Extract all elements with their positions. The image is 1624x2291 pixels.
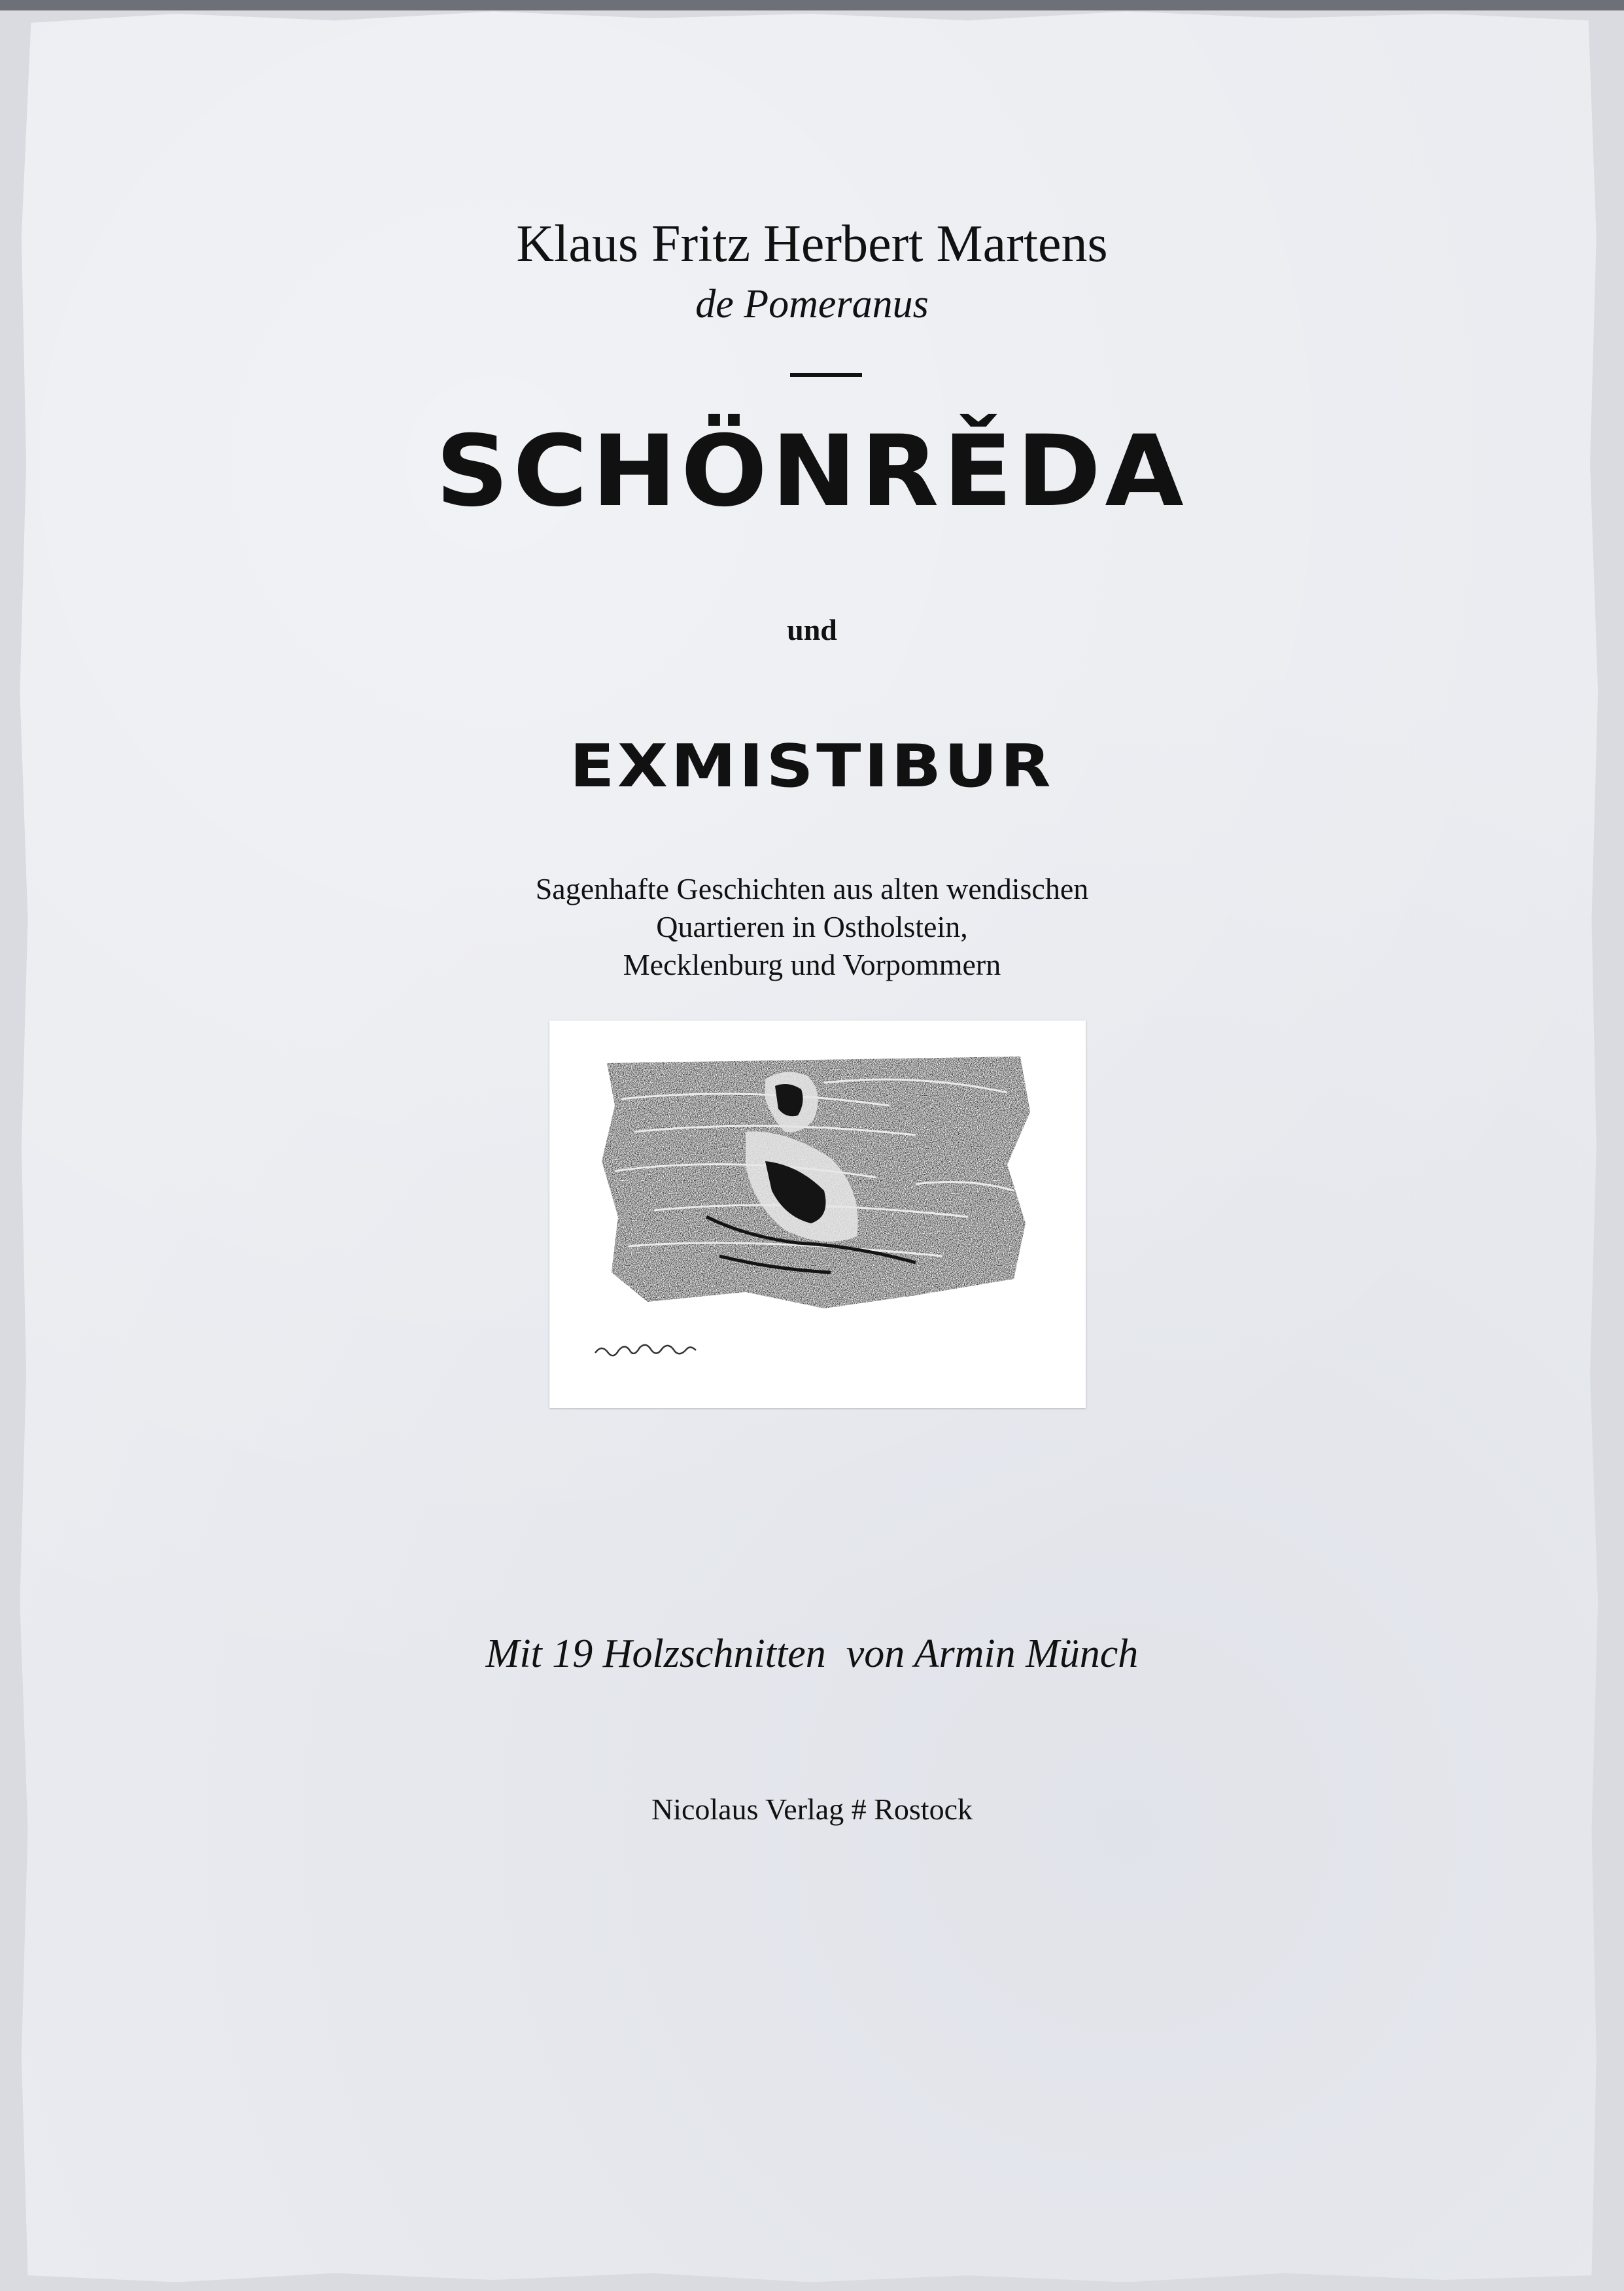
conjunction-text: und <box>787 613 837 646</box>
scan-edge <box>0 0 1624 10</box>
subtitle-line-1: Sagenhafte Geschichten aus alten wendischen <box>535 872 1089 905</box>
subtitle-line-2: Quartieren in Ostholstein, <box>656 910 968 943</box>
second-title: EXMISTIBUR <box>570 733 1054 798</box>
woodcut-illustration <box>549 1021 1086 1408</box>
publisher-line: Nicolaus Verlag # Rostock <box>651 1793 973 1826</box>
subtitle-line-3: Mecklenburg und Vorpommern <box>623 948 1001 981</box>
main-title: SCHÖNRĚDA <box>436 415 1162 523</box>
author-name: Klaus Fritz Herbert Martens <box>516 215 1108 273</box>
divider-rule <box>790 373 862 377</box>
subtitle <box>0 870 1624 984</box>
main-title-svg <box>0 412 1624 523</box>
second-title-svg <box>0 733 1624 798</box>
author-pseudonym: de Pomeranus <box>695 282 929 326</box>
illustrator-credit: Mit 19 Holzschnitten von Armin Münch <box>485 1632 1139 1676</box>
woodcut-illustration-icon <box>549 1021 1086 1408</box>
artist-signature-icon <box>595 1345 696 1355</box>
